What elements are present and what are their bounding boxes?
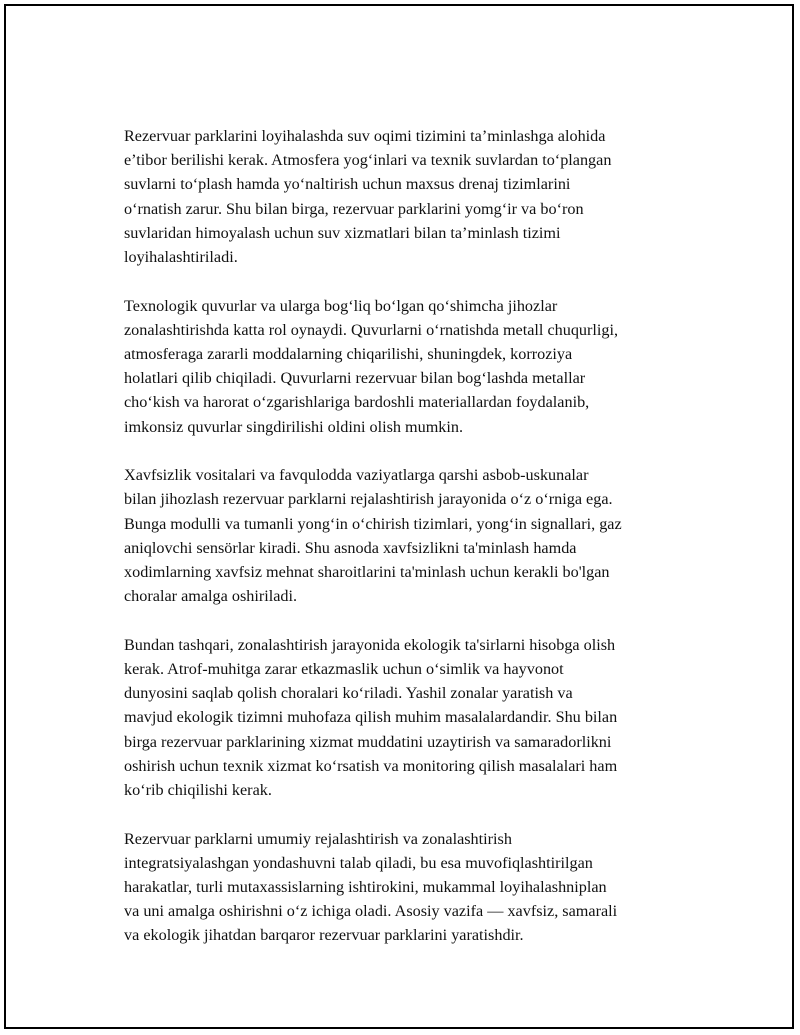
text-line: birga rezervuar parklarining xizmat muddatini uzaytirish va samaradorlikni bbox=[124, 732, 612, 751]
document-body bbox=[124, 124, 694, 972]
text-line: Rezervuar parklarni umumiy rejalashtirish va zonalashtirish bbox=[124, 829, 512, 848]
text-line: harakatlar, turli mutaxassislarning ishtirokini, mukammal loyihalashniplan bbox=[124, 878, 607, 897]
text-line: integratsiyalashgan yondashuvni talab qiladi, bu esa muvofiqlashtirilgan bbox=[124, 853, 593, 872]
text-line: loyihalashtiriladi. bbox=[124, 248, 238, 267]
text-line: suvlarni to‘plash hamda yo‘naltirish uchun maxsus drenaj tizimlarini bbox=[124, 175, 571, 194]
text-line: Texnologik quvurlar va ularga bog‘liq bo‘lgan qo‘shimcha jihozlar bbox=[124, 296, 558, 315]
text-line: cho‘kish va harorat o‘zgarishlariga bardoshli materiallardan foydalanib, bbox=[124, 393, 590, 412]
paragraph-3 bbox=[124, 463, 694, 608]
text-line: xodimlarning xavfsiz mehnat sharoitlarini ta'minlash uchun kerakli bo'lgan bbox=[124, 563, 610, 582]
text-line: Bunga modulli va tumanli yong‘in o‘chirish tizimlari, yong‘in signallari, gaz bbox=[124, 514, 622, 533]
text-line: holatlari qilib chiqiladi. Quvurlarni rezervuar bilan bog‘lashda metallar bbox=[124, 369, 586, 388]
text-line: Xavfsizlik vositalari va favqulodda vaziyatlarga qarshi asbob-uskunalar bbox=[124, 466, 589, 485]
text-line: suvlaridan himoyalash uchun suv xizmatlari bilan ta’minlash tizimi bbox=[124, 223, 561, 242]
text-line: Bundan tashqari, zonalashtirish jarayonida ekologik ta'sirlarni hisobga olish bbox=[124, 635, 616, 654]
text-line: e’tibor berilishi kerak. Atmosfera yog‘inlari va texnik suvlardan to‘plangan bbox=[124, 151, 612, 170]
text-line: bilan jihozlash rezervuar parklarni rejalashtirish jarayonida o‘z o‘rniga ega. bbox=[124, 490, 613, 509]
text-line: choralar amalga oshiriladi. bbox=[124, 587, 298, 606]
paragraph-2 bbox=[124, 294, 694, 439]
text-line: atmosferaga zararli moddalarning chiqarilishi, shuningdek, korroziya bbox=[124, 345, 573, 364]
text-line: Rezervuar parklarini loyihalashda suv oqimi tizimini ta’minlashga alohida bbox=[124, 127, 606, 145]
text-line: mavjud ekologik tizimni muhofaza qilish muhim masalalardandir. Shu bilan bbox=[124, 708, 618, 727]
text-line: imkonsiz quvurlar singdirilishi oldini olish mumkin. bbox=[124, 417, 464, 436]
text-line: va uni amalga oshirishni o‘z ichiga oladi. Asosiy vazifa — xavfsiz, samarali bbox=[124, 902, 618, 921]
paragraph-1 bbox=[124, 124, 694, 269]
text-line: o‘rnatish zarur. Shu bilan birga, rezervuar parklarini yomg‘ir va bo‘ron bbox=[124, 199, 584, 218]
text-line: kerak. Atrof-muhitga zarar etkazmaslik uchun o‘simlik va hayvonot bbox=[124, 660, 564, 679]
text-line: va ekologik jihatdan barqaror rezervuar parklarini yaratishdir. bbox=[124, 926, 524, 945]
paragraph-5 bbox=[124, 827, 694, 948]
text-line: oshirish uchun texnik xizmat ko‘rsatish va monitoring qilish masalalari ham bbox=[124, 756, 618, 775]
text-line: ko‘rib chiqilishi kerak. bbox=[124, 781, 272, 800]
paragraph-4 bbox=[124, 633, 694, 802]
text-line: aniqlovchi sensörlar kiradi. Shu asnoda xavfsizlikni ta'minlash hamda bbox=[124, 538, 577, 557]
text-line: dunyosini saqlab qolish choralari ko‘riladi. Yashil zonalar yaratish va bbox=[124, 684, 573, 703]
text-line: zonalashtirishda katta rol oynaydi. Quvurlarni o‘rnatishda metall chuqurligi, bbox=[124, 320, 619, 339]
page-frame bbox=[4, 4, 794, 1029]
